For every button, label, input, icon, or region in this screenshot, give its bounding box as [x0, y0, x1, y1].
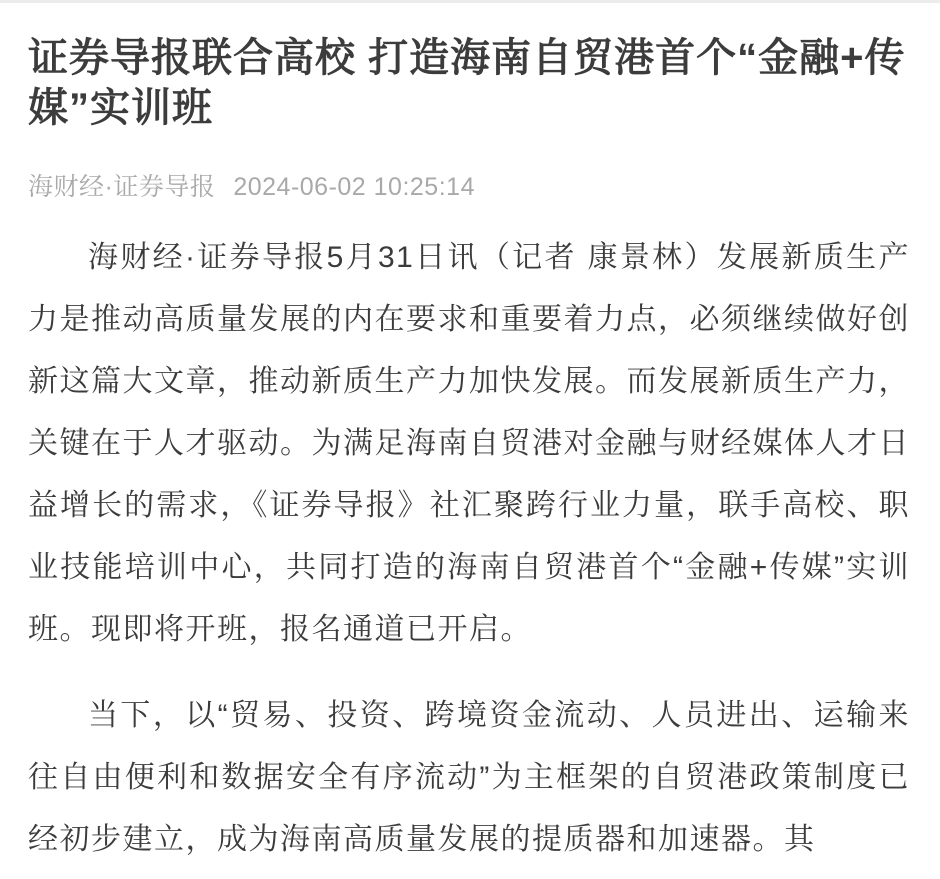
- article-paragraph-2: 当下，以“贸易、投资、跨境资金流动、人员进出、运输来往自由便利和数据安全有序流动”为主框架的自贸港政策制度已经初步建立，成为海南高质量发展的提质器和加速器。其: [28, 699, 910, 856]
- article-title: 证券导报联合高校 打造海南自贸港首个“金融+传媒”实训班: [28, 36, 906, 130]
- page-top-border: [0, 0, 940, 3]
- article-source: 海财经·证券导报: [28, 173, 216, 201]
- article-body: [28, 227, 910, 871]
- article-byline: [28, 173, 910, 201]
- article-container: [0, 33, 940, 871]
- article-paragraph-1: 海财经·证券导报5月31日讯（记者 康景林）发展新质生产力是推动高质量发展的内在要求和重要着力点，必须继续做好创新这篇大文章，推动新质生产力加快发展。而发展新质生产力，关键在于人才驱动。为满足海南自贸港对金融与财经媒体人才日益增长的需求，《证券导报》社汇聚跨行业力量，联手高校、职业技能培训中心，共同打造的海南自贸港首个“金融+传媒”实训班。现即将开班，报名通道已开启。: [28, 241, 910, 646]
- article-timestamp: 2024-06-02 10:25:14: [233, 173, 475, 201]
